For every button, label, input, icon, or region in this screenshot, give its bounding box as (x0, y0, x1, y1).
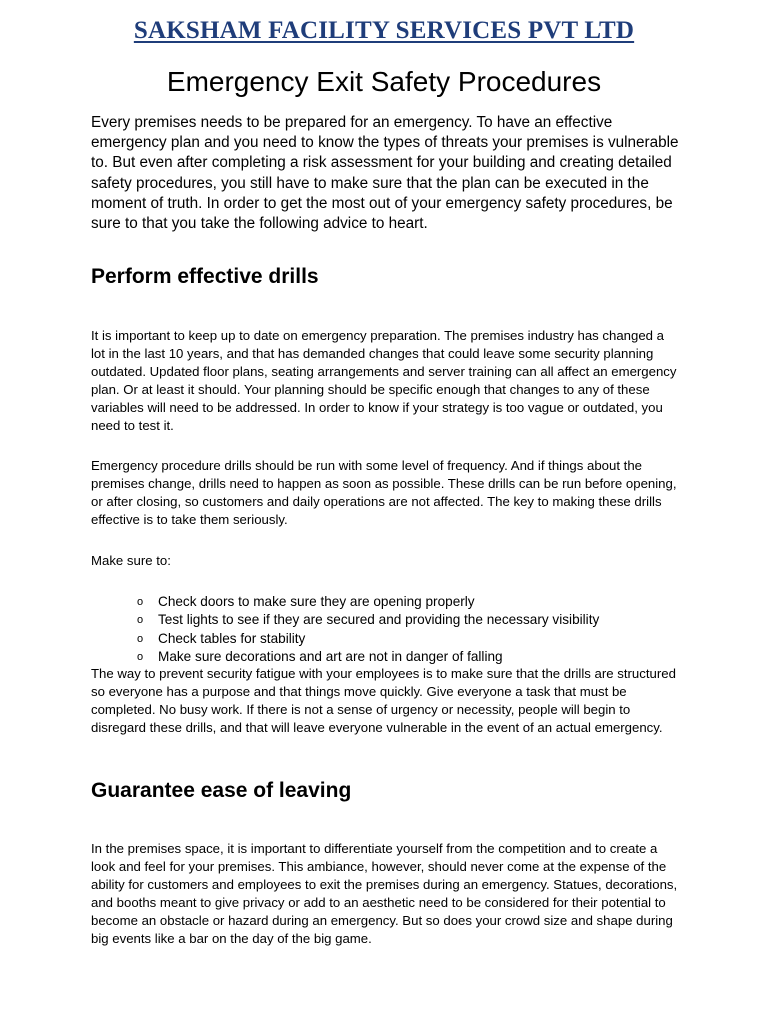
section-heading-drills: Perform effective drills (91, 265, 319, 288)
document-title: Emergency Exit Safety Procedures (166, 66, 602, 97)
intro-paragraph: Every premises needs to be prepared for an emergency. To have an effective emergency plan and you need to know the types of threats your premises is vulnerable to. But even after completing a risk assessment for your building and creating detailed safety procedures, you still have to make sure that the plan can be executed in the moment of truth. In order to get the most out of your emergency safety procedures, be sure to that you take the following advice to heart. (91, 114, 679, 233)
bullet-circle-icon: o (137, 651, 144, 664)
drills-paragraph-1: It is important to keep up to date on emergency preparation. The premises industry has changed a lot in the last 10 years, and that has demanded changes that could leave some security planning outdated. Updated floor plans, seating arrangements and server training can all affect an emergency plan. Or at least it should. Your planning should be specific enough that changes to any of these variables will need to be addressed. In order to know if your strategy is too vague or outdated, you need to test it. (91, 328, 677, 433)
list-item-text: Make sure decorations and art are not in danger of falling (158, 649, 503, 665)
list-item (91, 611, 691, 629)
company-name: SAKSHAM FACILITY SERVICES PVT LTD (133, 17, 635, 44)
bullet-circle-icon: o (137, 596, 144, 608)
leaving-paragraph-1: In the premises space, it is important to differentiate yourself from the competition and to create a look and feel for your premises. This ambiance, however, should never come at the expense of the ability for customers and employees to exit the premises during an emergency. Statues, decorations, and booths meant to give privacy or add to an aesthetic need to be considered for their potential to become an obstacle or hazard during an emergency. But so does your crowd size and shape during big events like a bar on the day of the big game. (91, 841, 678, 946)
list-item-text: Check tables for stability (158, 630, 306, 646)
bullet-circle-icon: o (137, 632, 144, 645)
list-item (91, 630, 691, 648)
drills-paragraph-2: Emergency procedure drills should be run with some level of frequency. And if things about the premises change, drills need to happen as soon as possible. These drills can be run before opening, or after closing, so customers and daily operations are not affected. The key to making these drills effective is to take them seriously. (91, 458, 677, 527)
make-sure-label: Make sure to: (91, 553, 171, 568)
drills-paragraph-3: The way to prevent security fatigue with your employees is to make sure that the drills are structured so everyone has a purpose and that things move quickly. Give everyone a task that must be completed. No busy work. If there is not a sense of urgency or necessity, people will begin to disregard these drills, and that will leave everyone vulnerable in the event of an actual emergency. (91, 666, 676, 735)
list-item (91, 648, 691, 666)
section-heading-leaving: Guarantee ease of leaving (91, 779, 352, 802)
checklist (91, 593, 691, 667)
list-item-text: Check doors to make sure they are opening properly (158, 594, 475, 609)
list-item (91, 593, 691, 611)
list-item-text: Test lights to see if they are secured and providing the necessary visibility (158, 612, 600, 628)
bullet-circle-icon: o (137, 614, 144, 627)
